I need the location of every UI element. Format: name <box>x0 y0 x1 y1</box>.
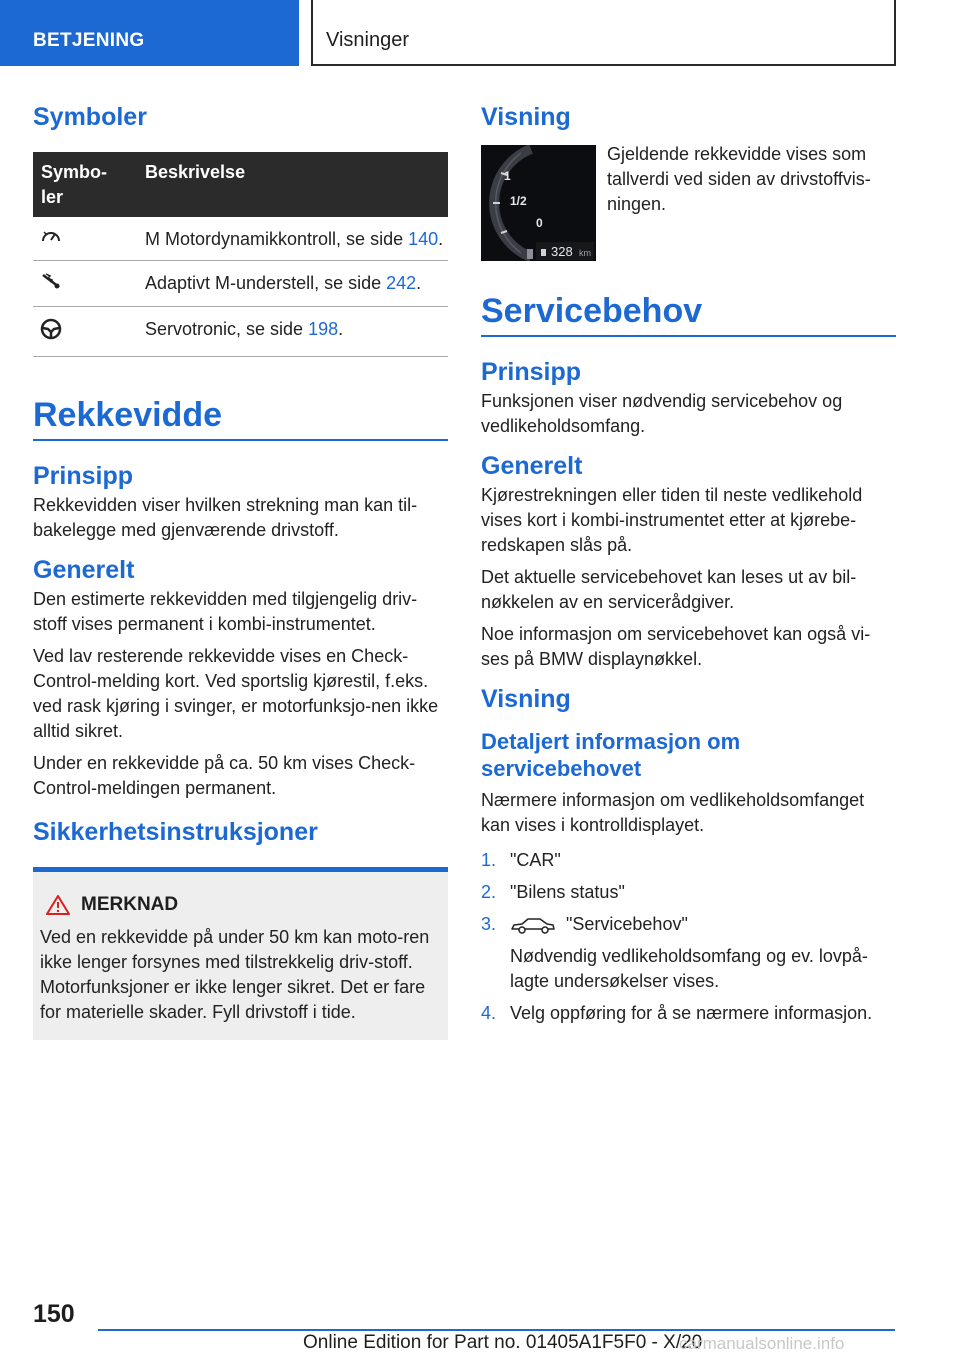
service-principle-text: Funksjonen viser nødvendig servicebehov og vedlikeholdsomfang. <box>481 391 843 436</box>
service-detail-heading: Detaljert informasjon om servicebehovet <box>481 729 741 781</box>
chapter-tab <box>311 0 896 66</box>
service-general-heading: Generelt <box>481 452 583 480</box>
range-general-p1: Den estimerte rekkevidden med tilgjengelig driv-stoff vises permanent i kombi-instrumentet. <box>33 589 418 634</box>
section-title: BETJENING <box>33 30 145 51</box>
instrument-cluster-image <box>481 145 596 261</box>
gauge-label-full: 1 <box>504 169 511 183</box>
symbol-cell <box>33 307 137 357</box>
desc-suffix: . <box>438 229 444 249</box>
page-link[interactable]: 140 <box>408 229 439 249</box>
range-general-p2: Ved lav resterende rekkevidde vises en Check-Control-melding kort. Ved sportslig kjørestil, f.eks. ved rask kjøring i svinger, er motorfunksjo-nen ikke alltid sikret. <box>33 646 439 741</box>
safety-heading: Sikkerhetsinstruksjoner <box>33 818 318 846</box>
desc-suffix: . <box>338 319 344 339</box>
range-general-p3: Under en rekkevidde på ca. 50 km vises Check-Control-meldingen permanent. <box>33 753 416 798</box>
col-desc-header: Beskrivelse <box>137 152 448 217</box>
page-number: 150 <box>33 1300 75 1328</box>
notice-title: MERKNAD <box>81 894 179 915</box>
fuel-gauge-graphic <box>481 145 596 261</box>
symbols-table <box>33 152 448 357</box>
table-row <box>33 261 448 307</box>
desc-suffix: . <box>416 273 422 293</box>
service-steps <box>481 848 896 1026</box>
notice-box <box>33 867 448 1040</box>
range-general-heading: Generelt <box>33 556 135 584</box>
section-tab <box>0 0 299 66</box>
range-value: 328 <box>551 244 573 259</box>
desc-text: Adaptivt M-understell, se side <box>145 273 387 293</box>
service-general-p3: Noe informasjon om servicebehovet kan også vi-ses på BMW displaynøkkel. <box>481 624 871 669</box>
left-column <box>33 100 448 1040</box>
edition-text: Online Edition for Part no. 01405A1F5F0 - X/20 <box>303 1332 703 1353</box>
watermark: carmanualsonline.info <box>679 1334 845 1353</box>
page-link[interactable]: 198 <box>308 319 339 339</box>
symbols-heading: Symboler <box>33 103 147 131</box>
service-display-heading: Visning <box>481 685 571 713</box>
range-principle-heading: Prinsipp <box>33 462 134 490</box>
step-text: "Bilens status" <box>510 882 625 902</box>
warning-triangle-icon <box>45 894 71 916</box>
step-number: 4. <box>481 1003 497 1023</box>
car-service-icon <box>510 916 556 934</box>
step-number: 2. <box>481 882 497 902</box>
step-text: "CAR" <box>510 850 561 870</box>
page-link[interactable]: 242 <box>386 273 417 293</box>
chapter-title: Visninger <box>326 29 410 51</box>
list-item <box>481 912 896 994</box>
list-item <box>481 1001 896 1026</box>
gauge-label-empty: 0 <box>536 216 543 230</box>
desc-cell <box>137 261 448 307</box>
range-principle-text: Rekkevidden viser hvilken strekning man kan til-bakelegge med gjenværende drivstoff. <box>33 495 418 540</box>
steering-wheel-icon <box>39 317 63 341</box>
symbol-cell <box>33 217 137 261</box>
range-heading: Rekkevidde <box>33 393 448 441</box>
service-heading: Servicebehov <box>481 289 896 337</box>
symbol-cell <box>33 261 137 307</box>
service-detail-text: Nærmere informasjon om vedlikeholdsomfanget kan vises i kontrolldisplayet. <box>481 790 865 835</box>
display-text: Gjeldende rekkevidde vises som tallverdi ved siden av drivstoffvis-ningen. <box>607 144 871 214</box>
table-row <box>33 217 448 261</box>
service-general-p2: Det aktuelle servicebehovet kan leses ut av bil-nøkkelen av en servicerådgiver. <box>481 567 857 612</box>
service-principle-heading: Prinsipp <box>481 358 582 386</box>
gauge-label-half: 1/2 <box>510 194 527 208</box>
display-heading: Visning <box>481 103 571 131</box>
desc-text: M Motordynamikkontroll, se side <box>145 229 409 249</box>
m-dynamic-mode-icon <box>39 227 63 245</box>
range-unit: km <box>579 248 591 258</box>
notice-header <box>45 894 439 916</box>
desc-cell <box>137 307 448 357</box>
footer-rule <box>98 1329 895 1331</box>
step-text: Velg oppføring for å se nærmere informasjon. <box>510 1003 873 1023</box>
adaptive-suspension-icon <box>39 271 63 291</box>
desc-text: Servotronic, se side <box>145 319 309 339</box>
table-row <box>33 307 448 357</box>
col-symbol-header: Symbo-ler <box>33 152 137 217</box>
step-subtext: Nødvendig vedlikeholdsomfang og ev. lovpå-lagte undersøkelser vises. <box>510 946 868 991</box>
service-general-p1: Kjørestrekningen eller tiden til neste vedlikehold vises kort i kombi-instrumentet etter at kjørebe-redskapen slås på. <box>481 485 863 555</box>
desc-cell <box>137 217 448 261</box>
step-text: "Servicebehov" <box>566 914 688 934</box>
step-number: 3. <box>481 914 497 934</box>
step-number: 1. <box>481 850 497 870</box>
right-column <box>481 100 896 1033</box>
display-row <box>481 145 896 261</box>
notice-text: Ved en rekkevidde på under 50 km kan moto-ren ikke lenger forsynes med tilstrekkelig driv-stoff. Motorfunksjoner er ikke lenger sikret. Det er fare for materielle skader. Fyll drivstoff i tide. <box>40 927 430 1022</box>
table-header-row <box>33 152 448 217</box>
list-item <box>481 848 896 873</box>
list-item <box>481 880 896 905</box>
